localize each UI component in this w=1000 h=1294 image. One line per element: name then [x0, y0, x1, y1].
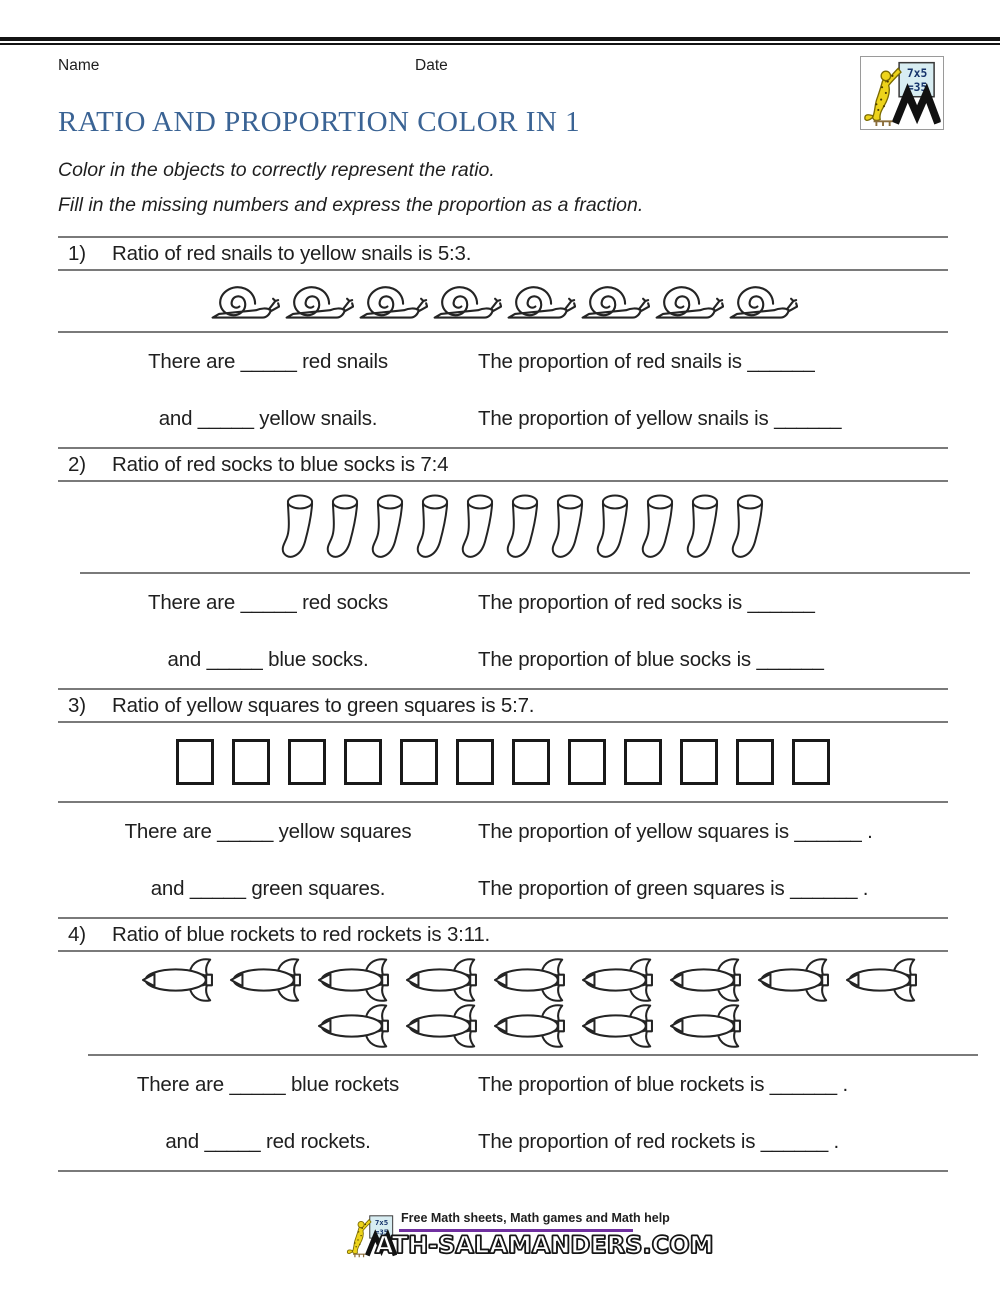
proportion-blank-text: The proportion of yellow snails is ______ [478, 406, 842, 430]
name-label: Name [58, 57, 100, 74]
date-label: Date [415, 57, 448, 74]
site-logo [860, 56, 944, 130]
square-icon [288, 739, 326, 785]
square-icon [512, 739, 550, 785]
sock-icon [371, 492, 409, 562]
square-icon [736, 739, 774, 785]
sock-icon [731, 492, 769, 562]
sock-icon [281, 492, 319, 562]
count-blank-text: There are _____ red snails [148, 349, 388, 373]
problem-3-fill-row-1 [58, 803, 948, 860]
problems-table [58, 236, 948, 1172]
rocket-line [313, 1003, 753, 1049]
page-title: RATIO AND PROPORTION COLOR IN 1 [58, 106, 581, 138]
rocket-icon [313, 1003, 401, 1049]
square-icon [792, 739, 830, 785]
footer-site-name: ATH-SALAMANDERS.COM [375, 1231, 714, 1259]
problem-1-number: 1) [68, 241, 86, 265]
sock-icon [461, 492, 499, 562]
problem-2-header [58, 447, 948, 482]
problem-4 [58, 917, 948, 1170]
proportion-blank-text: The proportion of green squares is ______ . [478, 876, 869, 900]
problem-4-fill-row-2 [58, 1113, 948, 1170]
problem-1 [58, 236, 948, 447]
snail-icon [578, 280, 650, 322]
problem-2-fill-row-1 [58, 574, 948, 631]
problem-3-fill-row-2 [58, 860, 948, 917]
proportion-blank-text: The proportion of red socks is ______ [478, 590, 815, 614]
sock-icon [551, 492, 589, 562]
rocket-icon [401, 1003, 489, 1049]
sock-icon [596, 492, 634, 562]
sock-line [281, 492, 769, 562]
rocket-icon [489, 1003, 577, 1049]
problem-4-prompt: Ratio of blue rockets to red rockets is 3:11. [112, 922, 491, 946]
problem-4-number: 4) [68, 922, 86, 946]
proportion-blank-text: The proportion of red snails is ______ [478, 349, 815, 373]
name-date-row [58, 57, 948, 79]
problem-2-number: 2) [68, 452, 86, 476]
sock-icon [416, 492, 454, 562]
problem-3-header [58, 688, 948, 723]
snail-icon [430, 280, 502, 322]
rocket-icon [753, 957, 841, 1003]
snail-icon [208, 280, 280, 322]
proportion-blank-text: The proportion of yellow squares is ______ . [478, 819, 873, 843]
rocket-line [137, 957, 929, 1003]
proportion-blank-text: The proportion of blue socks is ______ [478, 647, 824, 671]
count-blank-text: and _____ green squares. [150, 876, 386, 900]
instruction-line-2: Fill in the missing numbers and express the proportion as a fraction. [58, 194, 644, 216]
count-blank-text: and _____ red rockets. [165, 1129, 371, 1153]
sock-icon [506, 492, 544, 562]
proportion-blank-text: The proportion of red rockets is ______ . [478, 1129, 840, 1153]
rocket-icon [313, 957, 401, 1003]
problem-3-prompt: Ratio of yellow squares to green squares is 5:7. [112, 693, 535, 717]
problem-3 [58, 688, 948, 917]
square-icon [176, 739, 214, 785]
snail-icon [726, 280, 798, 322]
count-blank-text: There are _____ blue rockets [136, 1072, 400, 1096]
rocket-icon [665, 1003, 753, 1049]
rocket-icon [489, 957, 577, 1003]
problem-4-header [58, 917, 948, 952]
sock-icon [686, 492, 724, 562]
square-icon [400, 739, 438, 785]
instruction-line-1: Color in the objects to correctly represent the ratio. [58, 159, 495, 181]
problem-1-fill-row-2 [58, 390, 948, 447]
sock-icon [326, 492, 364, 562]
problem-1-header [58, 236, 948, 271]
square-image-row [58, 723, 948, 803]
problem-4-fill-row-1 [58, 1056, 948, 1113]
problem-3-number: 3) [68, 693, 86, 717]
square-icon [456, 739, 494, 785]
site-footer [345, 1210, 714, 1268]
proportion-blank-text: The proportion of blue rockets is ______ . [478, 1072, 848, 1096]
square-line [176, 739, 830, 785]
problem-2 [58, 447, 948, 688]
snail-icon [652, 280, 724, 322]
rocket-icon [665, 957, 753, 1003]
rocket-icon [577, 1003, 665, 1049]
square-icon [568, 739, 606, 785]
rocket-icon [225, 957, 313, 1003]
snail-line [208, 280, 798, 322]
square-icon [680, 739, 718, 785]
footer-tagline: Free Math sheets, Math games and Math help [401, 1211, 670, 1225]
problem-1-prompt: Ratio of red snails to yellow snails is 5:3. [112, 241, 472, 265]
snail-icon [504, 280, 576, 322]
problem-1-fill-row-1 [58, 333, 948, 390]
rocket-icon [841, 957, 929, 1003]
problem-2-prompt: Ratio of red socks to blue socks is 7:4 [112, 452, 449, 476]
rocket-image-row [88, 952, 978, 1056]
rocket-icon [137, 957, 225, 1003]
snail-icon [356, 280, 428, 322]
count-blank-text: There are _____ yellow squares [124, 819, 412, 843]
snail-image-row [58, 271, 948, 333]
sock-icon [641, 492, 679, 562]
count-blank-text: and _____ blue socks. [167, 647, 369, 671]
rocket-icon [577, 957, 665, 1003]
count-blank-text: and _____ yellow snails. [158, 406, 378, 430]
square-icon [344, 739, 382, 785]
square-icon [232, 739, 270, 785]
square-icon [624, 739, 662, 785]
problem-2-fill-row-2 [58, 631, 948, 688]
page-top-border [0, 37, 1000, 45]
rocket-icon [401, 957, 489, 1003]
count-blank-text: There are _____ red socks [148, 590, 388, 614]
sock-image-row [80, 482, 970, 574]
snail-icon [282, 280, 354, 322]
